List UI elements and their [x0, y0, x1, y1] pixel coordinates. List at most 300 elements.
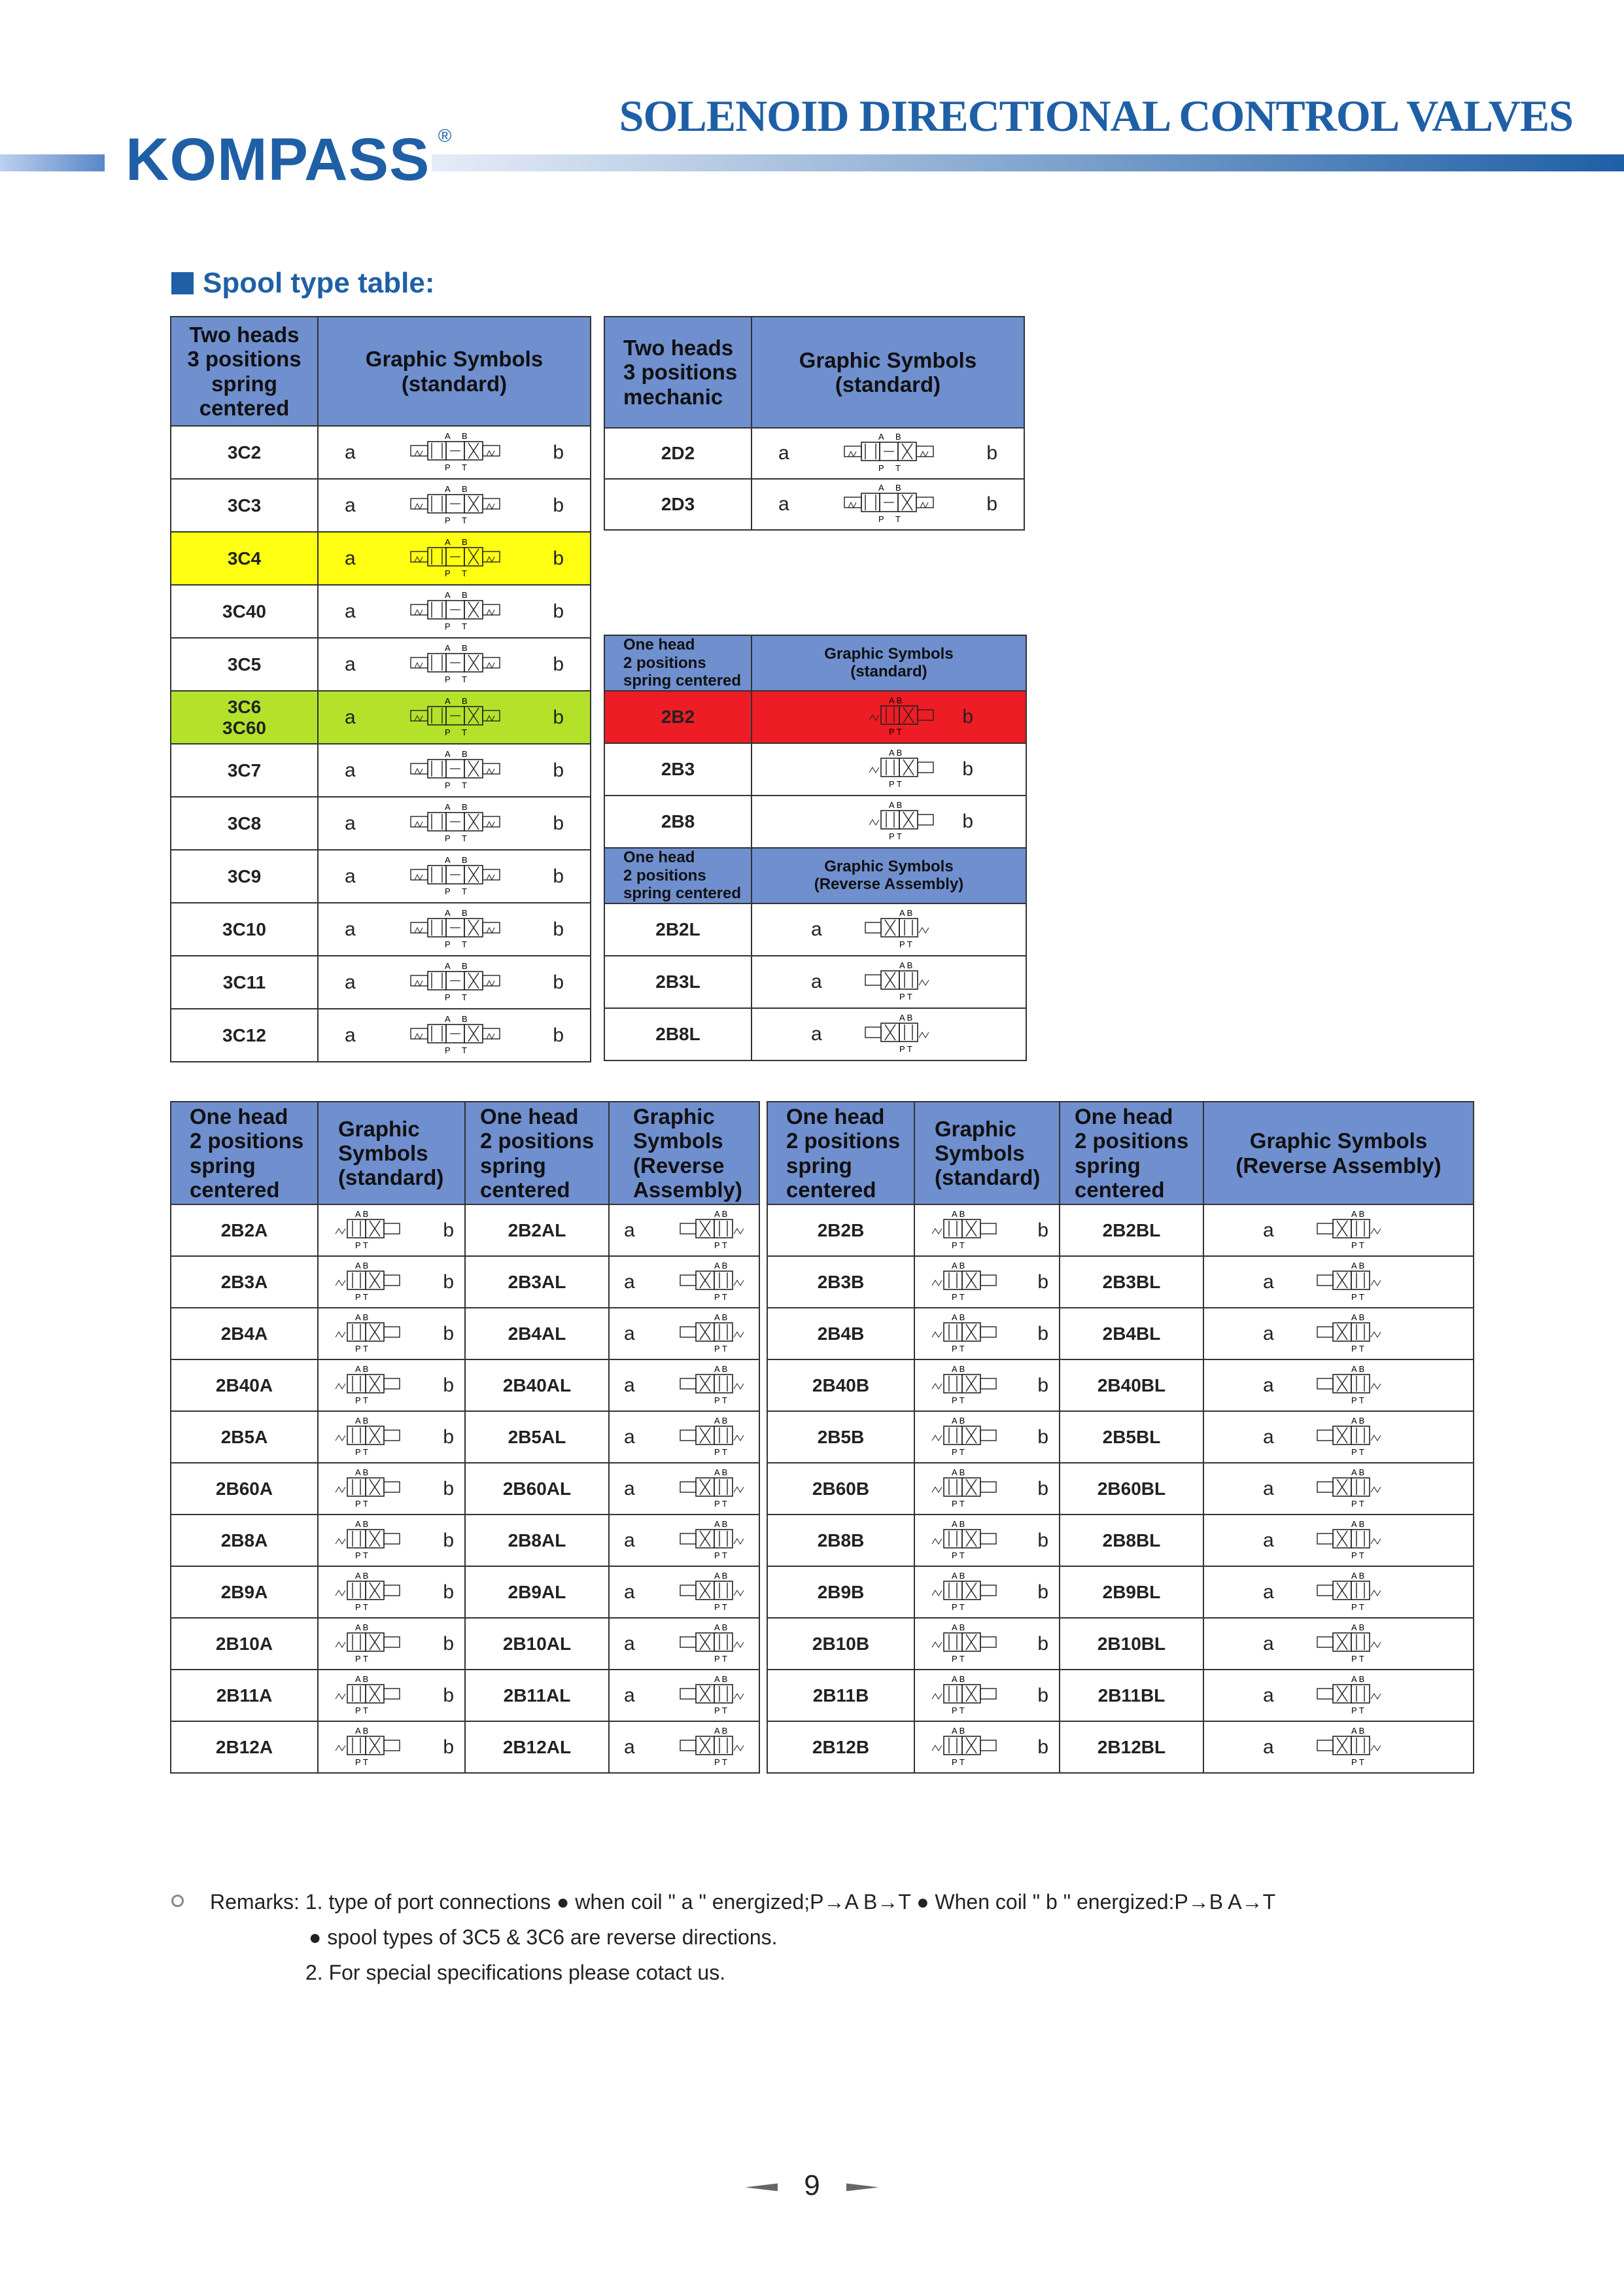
label-b: b [443, 1529, 454, 1551]
remark-line-1: Remarks: 1. type of port connections ● when coil " a " energized;P→A B→T ● When coil " b " energized:P→B A→T [210, 1890, 1276, 1914]
label-b: b [553, 918, 564, 940]
table-row [767, 1204, 1474, 1256]
table-row [171, 585, 591, 638]
symbol-cell [318, 797, 591, 850]
symbol-cell-rev [609, 1359, 759, 1411]
label-a: a [1263, 1219, 1274, 1241]
label-a: a [624, 1736, 635, 1758]
spool-code: 3C6 3C60 [171, 691, 318, 744]
symbol-cell [752, 691, 1026, 743]
header-type: Two heads 3 positions mechanic [604, 317, 752, 428]
label-b: b [553, 971, 564, 993]
label-a: a [345, 653, 356, 675]
symbol-cell [318, 532, 591, 585]
header-type-rev: One head 2 positions spring centered [465, 1102, 609, 1204]
label-a: a [1263, 1374, 1274, 1396]
symbol-cell-rev [1203, 1670, 1474, 1721]
valve-symbol-icon [676, 1520, 748, 1561]
symbol-cell [318, 903, 591, 956]
spool-code-std: 2B4B [767, 1308, 914, 1359]
spool-code-rev: 2B12BL [1060, 1721, 1203, 1773]
valve-symbol-icon [929, 1624, 1001, 1664]
spool-code-rev: 2B4AL [465, 1308, 609, 1359]
symbol-cell-std [914, 1566, 1060, 1618]
symbol-cell-std [318, 1463, 465, 1515]
symbol-cell [752, 428, 1024, 479]
valve-symbol-icon [929, 1572, 1001, 1613]
table-row [171, 479, 591, 532]
table-row [767, 1359, 1474, 1411]
label-a: a [624, 1581, 635, 1603]
symbol-cell [752, 796, 1026, 848]
table-row [171, 1670, 759, 1721]
table-row [171, 1515, 759, 1566]
spool-code-std: 2B3B [767, 1256, 914, 1308]
valve-symbol-icon [333, 1572, 405, 1613]
spool-code-rev: 2B5BL [1060, 1411, 1203, 1463]
spool-code-rev: 2B10BL [1060, 1618, 1203, 1670]
label-a: a [345, 812, 356, 834]
header-type: One head 2 positions spring centered [604, 848, 752, 903]
symbol-cell-rev [1203, 1618, 1474, 1670]
symbol-cell-std [914, 1359, 1060, 1411]
symbol-cell [752, 743, 1026, 796]
symbol-cell-rev [609, 1566, 759, 1618]
valve-symbol-icon [406, 697, 504, 738]
spool-code-std: 2B11B [767, 1670, 914, 1721]
symbol-cell [318, 585, 591, 638]
valve-symbol-icon [1313, 1727, 1385, 1768]
spool-code: 2B8 [604, 796, 752, 848]
table-row [171, 1256, 759, 1308]
arrow-left-icon [745, 2183, 778, 2191]
label-b: b [553, 547, 564, 569]
table-row [171, 691, 591, 744]
valve-symbol-icon [333, 1365, 405, 1406]
label-a: a [624, 1219, 635, 1241]
label-a: a [1263, 1581, 1274, 1603]
section-heading [171, 267, 434, 300]
arrow-right-icon [846, 2183, 879, 2191]
spool-code-rev: 2B60AL [465, 1463, 609, 1515]
table-row [171, 903, 591, 956]
spool-code: 2B3 [604, 743, 752, 796]
valve-symbol-icon [406, 485, 504, 526]
valve-symbol-icon [676, 1365, 748, 1406]
label-a: a [811, 918, 822, 940]
valve-symbol-icon [406, 856, 504, 897]
valve-symbol-icon [1313, 1469, 1385, 1509]
label-a: a [345, 600, 356, 622]
valve-symbol-icon [406, 962, 504, 1003]
spool-code-rev: 2B40AL [465, 1359, 609, 1411]
symbol-cell-rev [609, 1256, 759, 1308]
spool-code: 3C40 [171, 585, 318, 638]
label-a: a [345, 547, 356, 569]
table-row [171, 1566, 759, 1618]
label-b: b [553, 1024, 564, 1046]
table-row [171, 426, 591, 479]
symbol-cell [318, 479, 591, 532]
valve-symbol-icon [676, 1727, 748, 1768]
symbol-cell [318, 691, 591, 744]
label-a: a [778, 493, 789, 515]
symbol-cell-std [914, 1670, 1060, 1721]
label-b: b [443, 1736, 454, 1758]
spool-code-std: 2B12B [767, 1721, 914, 1773]
label-a: a [624, 1374, 635, 1396]
table-row [767, 1308, 1474, 1359]
label-a: a [1263, 1632, 1274, 1655]
label-a: a [624, 1632, 635, 1655]
valve-symbol-icon [333, 1520, 405, 1561]
label-b: b [443, 1684, 454, 1706]
table-row [604, 1008, 1026, 1060]
spool-code-std: 2B5A [171, 1411, 318, 1463]
spool-code-std: 2B11A [171, 1670, 318, 1721]
label-b: b [553, 600, 564, 622]
label-b: b [443, 1270, 454, 1293]
label-b: b [443, 1426, 454, 1448]
logo-text: KOMPASS [126, 126, 430, 193]
valve-symbol-icon [676, 1675, 748, 1716]
symbol-cell-rev [609, 1670, 759, 1721]
spool-code-std: 2B9A [171, 1566, 318, 1618]
spool-code-std: 2B9B [767, 1566, 914, 1618]
symbol-cell [318, 744, 591, 797]
label-b: b [443, 1632, 454, 1655]
label-a: a [1263, 1426, 1274, 1448]
label-a: a [624, 1684, 635, 1706]
valve-symbol-icon [929, 1262, 1001, 1303]
valve-symbol-icon [839, 433, 937, 474]
valve-symbol-icon [861, 909, 933, 950]
table-row [171, 1308, 759, 1359]
spool-code: 3C9 [171, 850, 318, 903]
label-b: b [443, 1219, 454, 1241]
table-row [767, 1515, 1474, 1566]
header-type-std: One head 2 positions spring centered [767, 1102, 914, 1204]
remark-bullet-icon [171, 1895, 184, 1907]
valve-symbol-icon [333, 1675, 405, 1716]
valve-symbol-icon [1313, 1314, 1385, 1354]
valve-symbol-icon [333, 1314, 405, 1354]
table-row [767, 1566, 1474, 1618]
label-b: b [1037, 1219, 1048, 1241]
label-a: a [345, 706, 356, 728]
valve-symbol-icon [406, 1015, 504, 1056]
spool-code: 3C2 [171, 426, 318, 479]
table-row [171, 1721, 759, 1773]
valve-symbol-icon [929, 1727, 1001, 1768]
table-row [604, 743, 1026, 796]
label-a: a [345, 918, 356, 940]
symbol-cell [318, 638, 591, 691]
symbol-cell-std [318, 1618, 465, 1670]
valve-symbol-icon [676, 1314, 748, 1354]
table-row [604, 691, 1026, 743]
label-a: a [1263, 1270, 1274, 1293]
label-a: a [345, 441, 356, 463]
spool-code: 3C10 [171, 903, 318, 956]
header-type: Two heads 3 positions spring centered [171, 317, 318, 426]
symbol-cell-std [318, 1308, 465, 1359]
spool-code-std: 2B5B [767, 1411, 914, 1463]
table-row [171, 638, 591, 691]
valve-symbol-icon [1313, 1572, 1385, 1613]
label-a: a [624, 1477, 635, 1499]
symbol-cell-rev [1203, 1463, 1474, 1515]
registered-mark: ® [438, 126, 453, 146]
label-b: b [1037, 1477, 1048, 1499]
spool-code-std: 2B40A [171, 1359, 318, 1411]
symbol-cell-rev [609, 1618, 759, 1670]
page-number [0, 2169, 1624, 2202]
table-row [767, 1411, 1474, 1463]
symbol-cell-rev [609, 1721, 759, 1773]
symbol-cell-std [318, 1204, 465, 1256]
valve-symbol-icon [839, 484, 937, 525]
valve-symbol-icon [929, 1469, 1001, 1509]
symbol-cell-std [318, 1721, 465, 1773]
spool-code: 3C12 [171, 1009, 318, 1062]
spool-code-rev: 2B9BL [1060, 1566, 1203, 1618]
spool-code: 2D2 [604, 428, 752, 479]
label-b: b [443, 1374, 454, 1396]
symbol-cell-std [914, 1618, 1060, 1670]
header-symbol: Graphic Symbols (standard) [752, 635, 1026, 691]
spool-code-std: 2B4A [171, 1308, 318, 1359]
spool-code-rev: 2B10AL [465, 1618, 609, 1670]
spool-code: 3C8 [171, 797, 318, 850]
symbol-cell [752, 903, 1026, 956]
valve-symbol-icon [676, 1624, 748, 1664]
label-b: b [443, 1322, 454, 1344]
valve-symbol-icon [333, 1262, 405, 1303]
label-a: a [345, 1024, 356, 1046]
header-symbol: Graphic Symbols (standard) [752, 317, 1024, 428]
table-row [171, 1463, 759, 1515]
header-symbol-rev: Graphic Symbols (Reverse Assembly) [1203, 1102, 1474, 1204]
table-row [171, 1009, 591, 1062]
spool-code: 3C4 [171, 532, 318, 585]
valve-symbol-icon [1313, 1675, 1385, 1716]
valve-symbol-icon [929, 1210, 1001, 1251]
table-two-heads-spring [170, 316, 591, 1062]
symbol-cell-std [318, 1256, 465, 1308]
symbol-cell-std [914, 1308, 1060, 1359]
valve-symbol-icon [867, 749, 939, 790]
valve-symbol-icon [333, 1417, 405, 1458]
label-a: a [1263, 1322, 1274, 1344]
spool-code-rev: 2B3AL [465, 1256, 609, 1308]
header-band-right [432, 154, 1624, 171]
symbol-cell-rev [1203, 1515, 1474, 1566]
spool-code: 2B2 [604, 691, 752, 743]
label-b: b [553, 494, 564, 516]
valve-symbol-icon [333, 1624, 405, 1664]
valve-symbol-icon [406, 432, 504, 473]
label-a: a [345, 494, 356, 516]
symbol-cell-rev [1203, 1411, 1474, 1463]
spool-code-rev: 2B8BL [1060, 1515, 1203, 1566]
spool-code-std: 2B8B [767, 1515, 914, 1566]
valve-symbol-icon [406, 644, 504, 685]
label-a: a [1263, 1529, 1274, 1551]
spool-code: 3C3 [171, 479, 318, 532]
symbol-cell-rev [1203, 1721, 1474, 1773]
spool-code-std: 2B10B [767, 1618, 914, 1670]
label-a: a [624, 1322, 635, 1344]
symbol-cell-rev [609, 1204, 759, 1256]
label-b: b [443, 1581, 454, 1603]
symbol-cell-std [318, 1515, 465, 1566]
label-a: a [1263, 1684, 1274, 1706]
symbol-cell-std [914, 1256, 1060, 1308]
table-one-head-standard [604, 635, 1027, 849]
valve-symbol-icon [861, 1014, 933, 1055]
spool-code-rev: 2B60BL [1060, 1463, 1203, 1515]
table-row [604, 956, 1026, 1008]
spool-code: 2B2L [604, 903, 752, 956]
spool-code-rev: 2B2BL [1060, 1204, 1203, 1256]
valve-symbol-icon [861, 962, 933, 1002]
valve-symbol-icon [1313, 1262, 1385, 1303]
label-b: b [986, 442, 997, 464]
spool-code-rev: 2B11BL [1060, 1670, 1203, 1721]
symbol-cell-std [318, 1359, 465, 1411]
section-title: Spool type table: [203, 267, 435, 299]
label-b: b [1037, 1529, 1048, 1551]
header-symbol-std: Graphic Symbols (standard) [914, 1102, 1060, 1204]
symbol-cell-std [914, 1721, 1060, 1773]
valve-symbol-icon [406, 591, 504, 632]
table-row [171, 1204, 759, 1256]
symbol-cell-std [318, 1670, 465, 1721]
valve-symbol-icon [406, 750, 504, 791]
symbol-cell-std [318, 1411, 465, 1463]
symbol-cell-std [914, 1411, 1060, 1463]
page-number-value: 9 [804, 2169, 820, 2201]
table-two-heads-mechanic [604, 316, 1025, 531]
label-a: a [1263, 1736, 1274, 1758]
label-b: b [1037, 1270, 1048, 1293]
spool-code-std: 2B40B [767, 1359, 914, 1411]
label-b: b [553, 653, 564, 675]
label-b: b [1037, 1632, 1048, 1655]
spool-code-std: 2B2B [767, 1204, 914, 1256]
label-b: b [553, 441, 564, 463]
label-b: b [962, 810, 973, 832]
label-a: a [624, 1426, 635, 1448]
valve-symbol-icon [676, 1417, 748, 1458]
table-row [604, 428, 1024, 479]
spool-code-rev: 2B9AL [465, 1566, 609, 1618]
symbol-cell-rev [609, 1515, 759, 1566]
label-a: a [345, 759, 356, 781]
label-a: a [345, 865, 356, 887]
label-b: b [1037, 1322, 1048, 1344]
symbol-cell [752, 1008, 1026, 1060]
valve-symbol-icon [1313, 1365, 1385, 1406]
valve-symbol-icon [406, 909, 504, 950]
header-symbol: Graphic Symbols (Reverse Assembly) [752, 848, 1026, 903]
table-row [767, 1463, 1474, 1515]
table-row [767, 1670, 1474, 1721]
symbol-cell-rev [1203, 1256, 1474, 1308]
spool-code: 3C5 [171, 638, 318, 691]
spool-code-rev: 2B40BL [1060, 1359, 1203, 1411]
page-title: SOLENOID DIRECTIONAL CONTROL VALVES [619, 91, 1573, 141]
symbol-cell-std [914, 1204, 1060, 1256]
table-row [604, 479, 1024, 530]
symbol-cell [318, 1009, 591, 1062]
header-type-std: One head 2 positions spring centered [171, 1102, 318, 1204]
spool-code-rev: 2B4BL [1060, 1308, 1203, 1359]
symbol-cell-std [914, 1463, 1060, 1515]
valve-symbol-icon [1313, 1210, 1385, 1251]
symbol-cell-rev [1203, 1204, 1474, 1256]
valve-symbol-icon [676, 1469, 748, 1509]
valve-symbol-icon [333, 1469, 405, 1509]
label-a: a [1263, 1477, 1274, 1499]
spool-code-std: 2B3A [171, 1256, 318, 1308]
spool-code-std: 2B8A [171, 1515, 318, 1566]
label-a: a [811, 1023, 822, 1045]
label-b: b [1037, 1426, 1048, 1448]
symbol-cell-std [318, 1566, 465, 1618]
spool-code-rev: 2B8AL [465, 1515, 609, 1566]
spool-code: 3C7 [171, 744, 318, 797]
spool-code-std: 2B2A [171, 1204, 318, 1256]
header-symbol: Graphic Symbols (standard) [318, 317, 591, 426]
table-row [171, 744, 591, 797]
label-a: a [811, 970, 822, 992]
spool-code-std: 2B60B [767, 1463, 914, 1515]
valve-symbol-icon [867, 697, 939, 737]
symbol-cell [318, 850, 591, 903]
label-a: a [345, 971, 356, 993]
symbol-cell-rev [1203, 1359, 1474, 1411]
label-b: b [962, 758, 973, 780]
remarks [171, 1884, 1275, 1990]
square-bullet-icon [171, 272, 194, 294]
kompass-logo [126, 126, 453, 193]
table-b-series [767, 1101, 1474, 1774]
symbol-cell-rev [609, 1308, 759, 1359]
table-row [604, 796, 1026, 848]
label-b: b [443, 1477, 454, 1499]
spool-code-rev: 2B3BL [1060, 1256, 1203, 1308]
spool-code-rev: 2B2AL [465, 1204, 609, 1256]
valve-symbol-icon [333, 1210, 405, 1251]
table-a-series [170, 1101, 760, 1774]
valve-symbol-icon [676, 1572, 748, 1613]
table-row [767, 1256, 1474, 1308]
spool-code-std: 2B60A [171, 1463, 318, 1515]
symbol-cell [752, 479, 1024, 530]
header-type-rev: One head 2 positions spring centered [1060, 1102, 1203, 1204]
label-a: a [624, 1270, 635, 1293]
label-b: b [1037, 1736, 1048, 1758]
header-symbol-rev: Graphic Symbols (Reverse Assembly) [609, 1102, 759, 1204]
label-b: b [553, 759, 564, 781]
spool-code: 2B8L [604, 1008, 752, 1060]
valve-symbol-icon [676, 1210, 748, 1251]
symbol-cell-std [914, 1515, 1060, 1566]
valve-symbol-icon [1313, 1624, 1385, 1664]
label-b: b [553, 812, 564, 834]
